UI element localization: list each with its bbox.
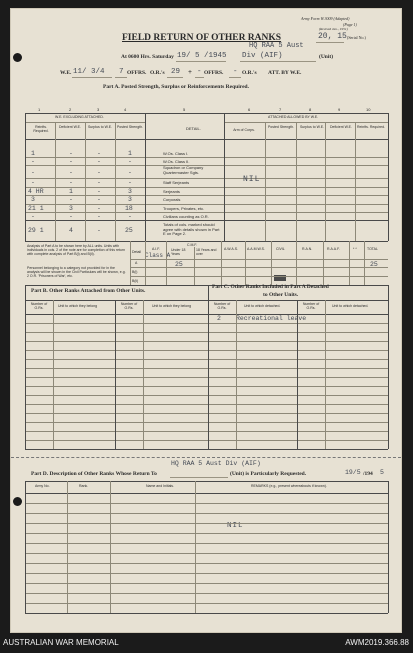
col-header: Army No. — [35, 484, 50, 488]
row-value: - — [69, 213, 73, 220]
row-value: 3 — [31, 196, 35, 203]
row-value: - — [69, 169, 73, 176]
subhead: Reinfts. Required. — [33, 125, 49, 133]
page-number: (Page 1) — [343, 22, 357, 27]
row-value: 3 — [69, 205, 73, 212]
row-value: 3 — [128, 196, 132, 203]
we-value: 11/ 3/4 — [73, 68, 105, 76]
detail-label: Serjeants — [163, 189, 180, 194]
part-d-date: 19/5 — [345, 469, 361, 476]
nil-stamp: NIL — [243, 175, 261, 184]
row-value: 3 — [128, 188, 132, 195]
we-excluding-header: W.E. EXCLUDING ATTACHED. — [55, 115, 104, 119]
plus-sign: + — [188, 68, 192, 76]
subhead: Posted Strength. — [267, 125, 295, 129]
punch-hole — [13, 53, 22, 62]
subhead: Reinfts. Required. — [357, 125, 386, 129]
row-value: - — [69, 158, 73, 165]
analysis-note-2: Personnel belonging to a category not provided for in the analysis will be shown in the Civil Particulars will be shown, e.g. 2 O.R. 'Prisoners of War', etc. — [27, 266, 126, 279]
row-value: 4 HR — [28, 188, 44, 195]
row-value: - — [128, 158, 132, 165]
row-value: - — [97, 169, 101, 176]
analysis-head: C.M.F. — [187, 243, 198, 247]
row-value: 1 — [69, 188, 73, 195]
row-value: - — [31, 213, 35, 220]
row-label: B(i) — [132, 270, 138, 274]
row-value: - — [69, 196, 73, 203]
detail-label: W.Os. Class II. — [163, 159, 190, 164]
col-header: Unit to which detached. — [332, 304, 369, 308]
footer-credit: AUSTRALIAN WAR MEMORIAL — [3, 638, 119, 647]
col-header: Number of O.Rs. — [120, 302, 138, 310]
total-value: 25 — [370, 261, 378, 268]
part-b-heading: Part B. Other Ranks Attached from Other Units. — [31, 288, 146, 294]
col-number: 3 — [97, 107, 100, 112]
ors-attached-value: - — [233, 68, 238, 76]
row-value: - — [97, 196, 101, 203]
part-c-heading: Part C. Other Ranks Included in Part A Detached — [212, 284, 329, 290]
col-header: Name and Initials. — [146, 484, 175, 488]
offrs-label: OFFRS. — [127, 70, 147, 76]
col-header: Number of O.Rs. — [213, 302, 231, 310]
analysis-head: CIVIL — [276, 247, 285, 251]
offrs-attached-label: OFFRS. — [204, 70, 224, 76]
unit-value-line1: HQ RAA 5 Aust — [249, 42, 304, 50]
detail-header: DETAIL. — [186, 126, 201, 131]
subhead: Deficient W.E. — [330, 125, 352, 129]
part-d-nil: NIL — [227, 522, 244, 530]
totals-value: 29 1 — [28, 227, 44, 234]
part-d-heading-mid: (Unit) is Particularly Requested. — [230, 471, 307, 477]
row-value: - — [31, 179, 35, 186]
part-d-heading: Part D. Description of Other Ranks Whose Return To — [31, 471, 157, 477]
analysis-head: R.A.N. — [302, 247, 313, 251]
subhead: Posted Strength. — [116, 125, 144, 129]
row-value: - — [69, 150, 73, 157]
we-label: W.E. — [60, 70, 72, 76]
footer-bar — [0, 633, 413, 653]
col-number: 8 — [309, 107, 312, 112]
unit-value-line2: Div (AIF) — [242, 52, 283, 60]
col-number: 5 — [183, 107, 186, 112]
detail-label: Totals of cols. marked should agree with details shown in Part E on Page 2. — [163, 222, 220, 237]
offrs-value: 7 — [119, 68, 124, 76]
col-header: Number of O.Rs. — [30, 302, 48, 310]
part-c-heading-2: to Other Units. — [263, 292, 299, 298]
row-label: Detail — [132, 250, 141, 254]
row-value: 18 — [125, 205, 133, 212]
offrs-attached-value: - — [197, 68, 202, 76]
col-number: 4 — [124, 107, 127, 112]
part-d-year-label: /194 — [363, 471, 373, 477]
revision-note: (Revised Jan., 1951) — [319, 27, 348, 31]
analysis-head: TOTAL — [367, 247, 378, 251]
analysis-head: A.W.A.S. — [224, 247, 239, 251]
part-d-unit: HQ RAA 5 Aust Div (AIF) — [171, 460, 261, 467]
row-value: - — [97, 150, 101, 157]
totals-value: - — [97, 227, 101, 234]
col-number: 2 — [69, 107, 72, 112]
subhead: Arm of Corps. — [233, 128, 255, 132]
col-header: Number of O.Rs. — [302, 302, 320, 310]
col-number: 6 — [248, 107, 251, 112]
detail-label: W.Os. Class I. — [163, 151, 189, 156]
aif-value: 25 — [175, 261, 183, 268]
row-value: - — [128, 213, 132, 220]
punch-hole — [13, 497, 22, 506]
col-number: 9 — [338, 107, 341, 112]
row-value: - — [97, 205, 101, 212]
att-by-we-label: ATT. BY W.E. — [268, 70, 302, 76]
unit-label: (Unit) — [319, 54, 334, 60]
row-value: - — [31, 158, 35, 165]
subhead: Deficient W.E. — [59, 125, 81, 129]
analysis-subhead: Under 18 Years — [171, 248, 186, 256]
time-label: At 0600 Hrs. Saturday — [121, 54, 174, 60]
ors-label: O.R.'s — [150, 70, 165, 76]
col-header: Unit to which detached. — [244, 304, 281, 308]
col-number: 1 — [38, 107, 41, 112]
col-number: 10 — [366, 107, 371, 112]
row-value: - — [69, 179, 73, 186]
detail-label: Troopers, Privates, etc. — [163, 206, 205, 211]
tear-line — [11, 457, 401, 458]
col-number: 7 — [279, 107, 282, 112]
analysis-note: Analysis of Part A to be shown here by ALL units. Units with individuals in cols. 2 of the note are for completion of this return with complete analysis of Part B(i) and B(ii). — [27, 244, 126, 257]
row-value: 1 — [128, 150, 132, 157]
class-a-value: Class A — [145, 252, 171, 259]
totals-value: 4 — [69, 227, 73, 234]
detail-label: Corporals — [163, 197, 181, 202]
row-value: - — [31, 169, 35, 176]
col-header: REMARKS (e.g., present whereabouts if known). — [251, 484, 327, 488]
part-a-heading: Part A. Posted Strength, Surplus or Reinforcements Required. — [103, 84, 249, 90]
detail-label: Squadron or Company Quartermaster Sgts. — [163, 165, 204, 175]
analysis-subhead: 18 Years and over — [196, 248, 217, 256]
subhead: Surplus to W.E. — [299, 125, 325, 129]
col-header: Unit to which they belong — [152, 304, 192, 308]
form-number: Army Form W.3009 (Adapted) — [301, 16, 350, 21]
row-value: - — [97, 213, 101, 220]
footer-accession: AWM2019.366.88 — [345, 638, 409, 647]
analysis-head: * * — [353, 247, 357, 251]
row-value: - — [128, 179, 132, 186]
row-value: - — [97, 188, 101, 195]
row-value: 1 — [31, 150, 35, 157]
return-date: 19/ 5 /1945 — [177, 52, 227, 60]
detail-label: Staff Serjeants — [163, 180, 190, 185]
row-label: A — [135, 261, 138, 265]
part-c-entry-number: 2 — [217, 315, 221, 322]
row-value: - — [97, 179, 101, 186]
ors-value: 29 — [171, 68, 181, 76]
ors-attached-label: O.R.'s — [242, 70, 257, 76]
row-value: 21 1 — [28, 205, 44, 212]
part-c-entry-unit: Recreational leave — [236, 315, 307, 322]
form-sheet — [10, 8, 402, 633]
analysis-head: A.I.F. — [152, 247, 160, 251]
row-label: B(ii) — [132, 279, 139, 283]
serial-value: 20, 15 — [318, 32, 347, 41]
col-header: Unit to which they belong — [58, 304, 98, 308]
analysis-head: A.A.M.W.S. — [247, 247, 265, 251]
row-value: - — [97, 158, 101, 165]
detail-label: Civilians counting as O.R. — [163, 214, 209, 219]
form-title: FIELD RETURN OF OTHER RANKS — [122, 33, 282, 43]
serial-label: (Serial No.) — [347, 35, 366, 40]
analysis-head: R.A.A.F. — [327, 247, 340, 251]
totals-value: 25 — [125, 227, 133, 234]
attached-allowed-header: ATTACHED ALLOWED BY W.E. — [268, 115, 319, 119]
col-header: Rank. — [79, 484, 89, 488]
part-d-year: 5 — [380, 469, 384, 476]
row-value: - — [128, 169, 132, 176]
subhead: Surplus to W.E. — [87, 125, 113, 129]
